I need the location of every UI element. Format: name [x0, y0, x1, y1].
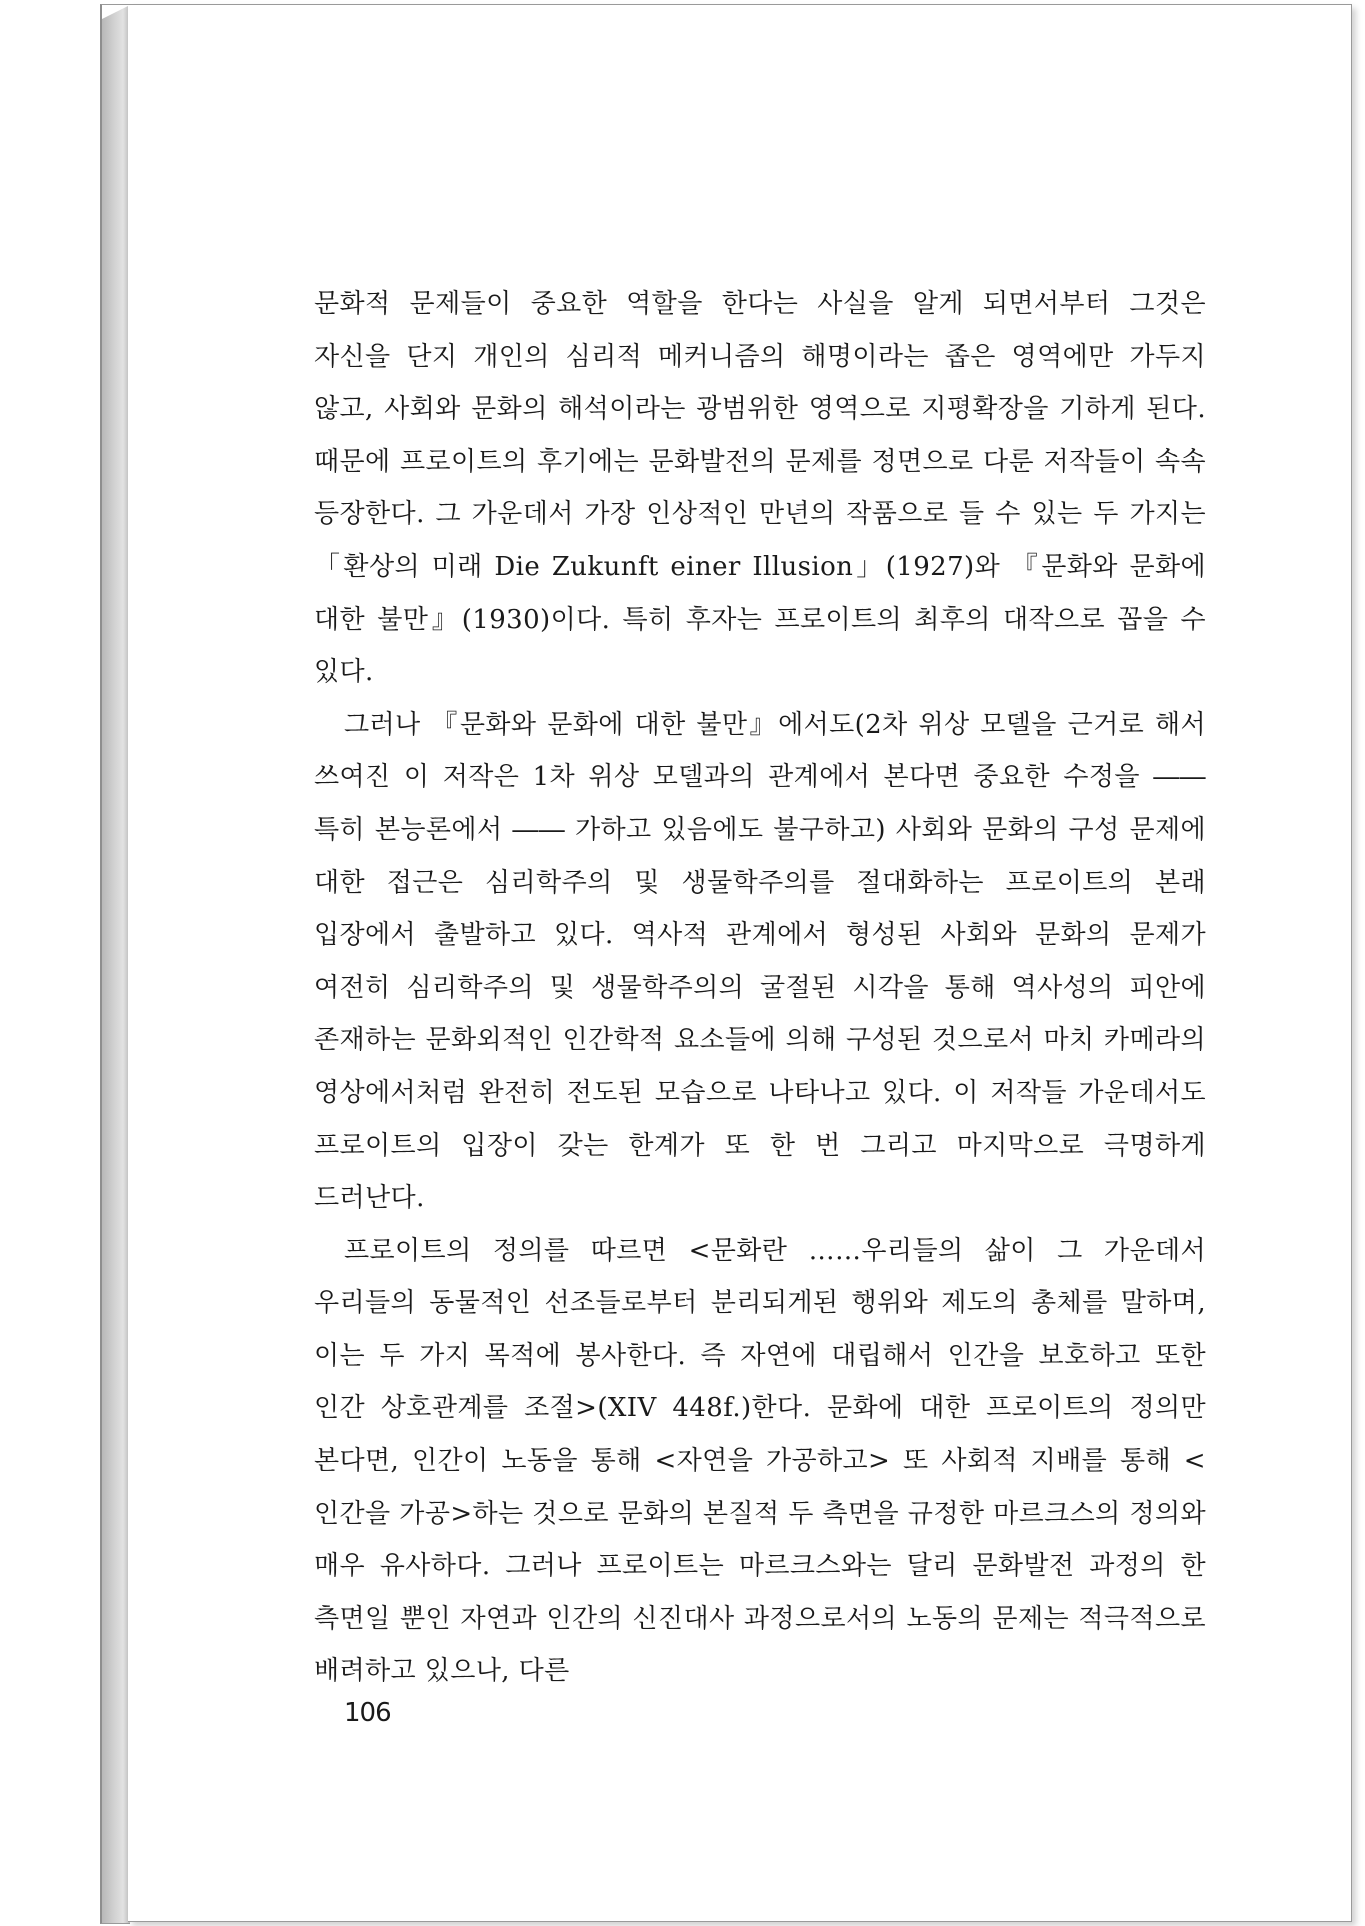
page-number: 106 [344, 1698, 391, 1728]
page-body-text [314, 278, 1206, 1698]
paragraph-3: 프로이트의 정의를 따르면 <문화란 ……우리들의 삶이 그 가운데서 우리들의 동물적인 선조들로부터 분리되게된 행위와 제도의 총체를 말하며, 이는 두 가지 목적에 봉사한다. 즉 자연에 대립해서 인간을 보호하고 또한 인간 상호관계를 조절>(XIV 448f.)한다. 문화에 대한 프로이트의 정의만 본다면, 인간이 노동을 통해 <자연을 가공하고> 또 사회적 지배를 통해 <인간을 가공>하는 것으로 문화의 본질적 두 측면을 규정한 마르크스의 정의와 매우 유사하다. 그러나 프로이트는 마르크스와는 달리 문화발전 과정의 한 측면일 뿐인 자연과 인간의 신진대사 과정으로서의 노동의 문제는 적극적으로 배려하고 있으나, 다른 [314, 1235, 1206, 1687]
book-page-edges [100, 4, 130, 1924]
paragraph-1: 문화적 문제들이 중요한 역할을 한다는 사실을 알게 되면서부터 그것은 자신을 단지 개인의 심리적 메커니즘의 해명이라는 좁은 영역에만 가두지 않고, 사회와 문화의 해석이라는 광범위한 영역으로 지평확장을 기하게 된다. 때문에 프로이트의 후기에는 문화발전의 문제를 정면으로 다룬 저작들이 속속 등장한다. 그 가운데서 가장 인상적인 만년의 작품으로 들 수 있는 두 가지는 「환상의 미래 Die Zukunft einer Illusion」(1927)와 『문화와 문화에 대한 불만』(1930)이다. 특히 후자는 프로이트의 최후의 대작으로 꼽을 수 있다. [314, 289, 1206, 688]
paragraph-2: 그러나 『문화와 문화에 대한 불만』에서도(2차 위상 모델을 근거로 해서 쓰여진 이 저작은 1차 위상 모델과의 관계에서 본다면 중요한 수정을 ―― 특히 본능론에서 ―― 가하고 있음에도 불구하고) 사회와 문화의 구성 문제에 대한 접근은 심리학주의 및 생물학주의를 절대화하는 프로이트의 본래 입장에서 출발하고 있다. 역사적 관계에서 형성된 사회와 문화의 문제가 여전히 심리학주의 및 생물학주의의 굴절된 시각을 통해 역사성의 피안에 존재하는 문화외적인 인간학적 요소들에 의해 구성된 것으로서 마치 카메라의 영상에서처럼 완전히 전도된 모습으로 나타나고 있다. 이 저작들 가운데서도 프로이트의 입장이 갖는 한계가 또 한 번 그리고 마지막으로 극명하게 드러난다. [314, 709, 1206, 1214]
